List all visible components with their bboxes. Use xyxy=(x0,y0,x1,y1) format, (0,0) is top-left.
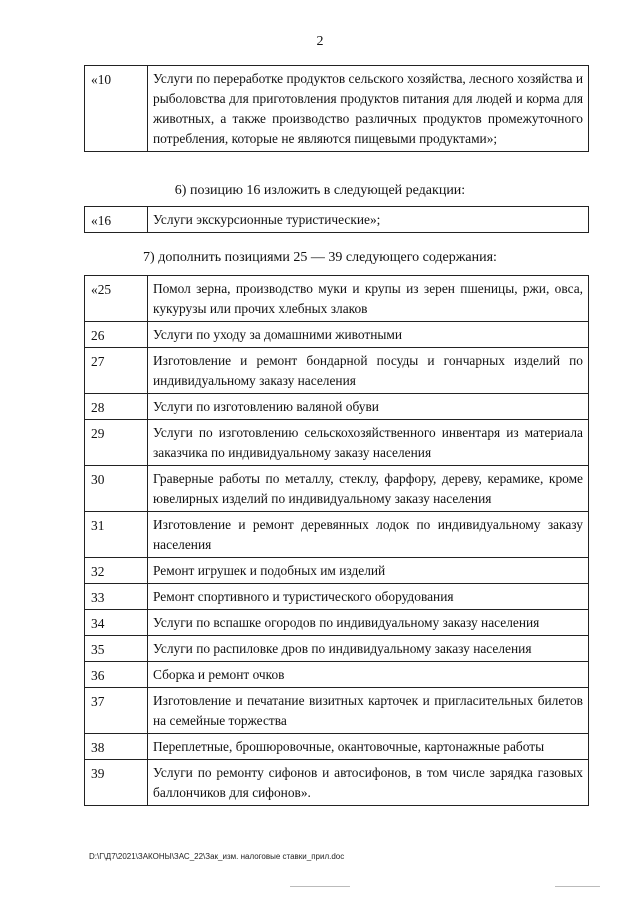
paragraph-6: 6) позицию 16 изложить в следующей редакции: xyxy=(174,183,466,198)
position-number: 38 xyxy=(85,734,148,760)
page-number: 2 xyxy=(316,34,324,49)
position-number: 32 xyxy=(85,558,148,584)
position-16-table xyxy=(84,206,589,233)
position-description: Сборка и ремонт очков xyxy=(148,662,589,688)
table-row xyxy=(85,662,589,688)
table-row xyxy=(85,66,589,152)
table-row xyxy=(85,610,589,636)
position-10-table xyxy=(84,65,589,152)
table-row xyxy=(85,636,589,662)
position-description: Изготовление и печатание визитных карточек и пригласительных билетов на семейные торжества xyxy=(148,688,589,734)
position-number: «10 xyxy=(85,66,148,152)
position-number: «16 xyxy=(85,207,148,233)
position-number: 27 xyxy=(85,348,148,394)
position-description: Услуги по изготовлению валяной обуви xyxy=(148,394,589,420)
position-number: 35 xyxy=(85,636,148,662)
position-description: Услуги по переработке продуктов сельского хозяйства, лесного хозяйства и рыболовства для приготовления продуктов питания для людей и корма для животных, а также производство различных продуктов промежуточного потребления, которые не являются пищевыми продуктами»; xyxy=(148,66,589,152)
table-row xyxy=(85,466,589,512)
position-number: 28 xyxy=(85,394,148,420)
table-row xyxy=(85,760,589,806)
position-description: Услуги по уходу за домашними животными xyxy=(148,322,589,348)
scan-artifact xyxy=(290,886,350,887)
position-description: Переплетные, брошюровочные, окантовочные, картонажные работы xyxy=(148,734,589,760)
position-number: 30 xyxy=(85,466,148,512)
scan-artifact xyxy=(555,886,600,887)
position-description: Услуги по изготовлению сельскохозяйственного инвентаря из материала заказчика по индивидуальному заказу населения xyxy=(148,420,589,466)
table-row xyxy=(85,734,589,760)
position-description: Услуги по ремонту сифонов и автосифонов, в том числе зарядка газовых баллончиков для сифонов». xyxy=(148,760,589,806)
table-row xyxy=(85,512,589,558)
table-row xyxy=(85,558,589,584)
position-number: 39 xyxy=(85,760,148,806)
footer-file-path: D:\Г\Д7\2021\ЗАКОНЫ\ЗАС_22\Зак_изм. налоговые ставки_прил.doc xyxy=(89,852,345,861)
positions-25-39-table xyxy=(84,275,589,806)
position-description: Изготовление и ремонт бондарной посуды и гончарных изделий по индивидуальному заказу населения xyxy=(148,348,589,394)
table-row xyxy=(85,688,589,734)
position-description: Услуги по вспашке огородов по индивидуальному заказу населения xyxy=(148,610,589,636)
position-number: 34 xyxy=(85,610,148,636)
position-description: Помол зерна, производство муки и крупы из зерен пшеницы, ржи, овса, кукурузы или прочих хлебных злаков xyxy=(148,276,589,322)
paragraph-7: 7) дополнить позициями 25 — 39 следующего содержания: xyxy=(143,250,497,265)
position-number: 29 xyxy=(85,420,148,466)
position-number: 37 xyxy=(85,688,148,734)
position-description: Ремонт игрушек и подобных им изделий xyxy=(148,558,589,584)
table-row xyxy=(85,322,589,348)
position-description: Граверные работы по металлу, стеклу, фарфору, дереву, керамике, кроме ювелирных изделий по индивидуальному заказу населения xyxy=(148,466,589,512)
table-row xyxy=(85,276,589,322)
table-row xyxy=(85,584,589,610)
position-number: 36 xyxy=(85,662,148,688)
position-number: «25 xyxy=(85,276,148,322)
position-description: Услуги по распиловке дров по индивидуальному заказу населения xyxy=(148,636,589,662)
table-row xyxy=(85,348,589,394)
table-row xyxy=(85,394,589,420)
position-description: Изготовление и ремонт деревянных лодок по индивидуальному заказу населения xyxy=(148,512,589,558)
position-number: 33 xyxy=(85,584,148,610)
position-description: Ремонт спортивного и туристического оборудования xyxy=(148,584,589,610)
position-number: 31 xyxy=(85,512,148,558)
position-number: 26 xyxy=(85,322,148,348)
table-row xyxy=(85,207,589,233)
position-description: Услуги экскурсионные туристические»; xyxy=(148,207,589,233)
table-row xyxy=(85,420,589,466)
